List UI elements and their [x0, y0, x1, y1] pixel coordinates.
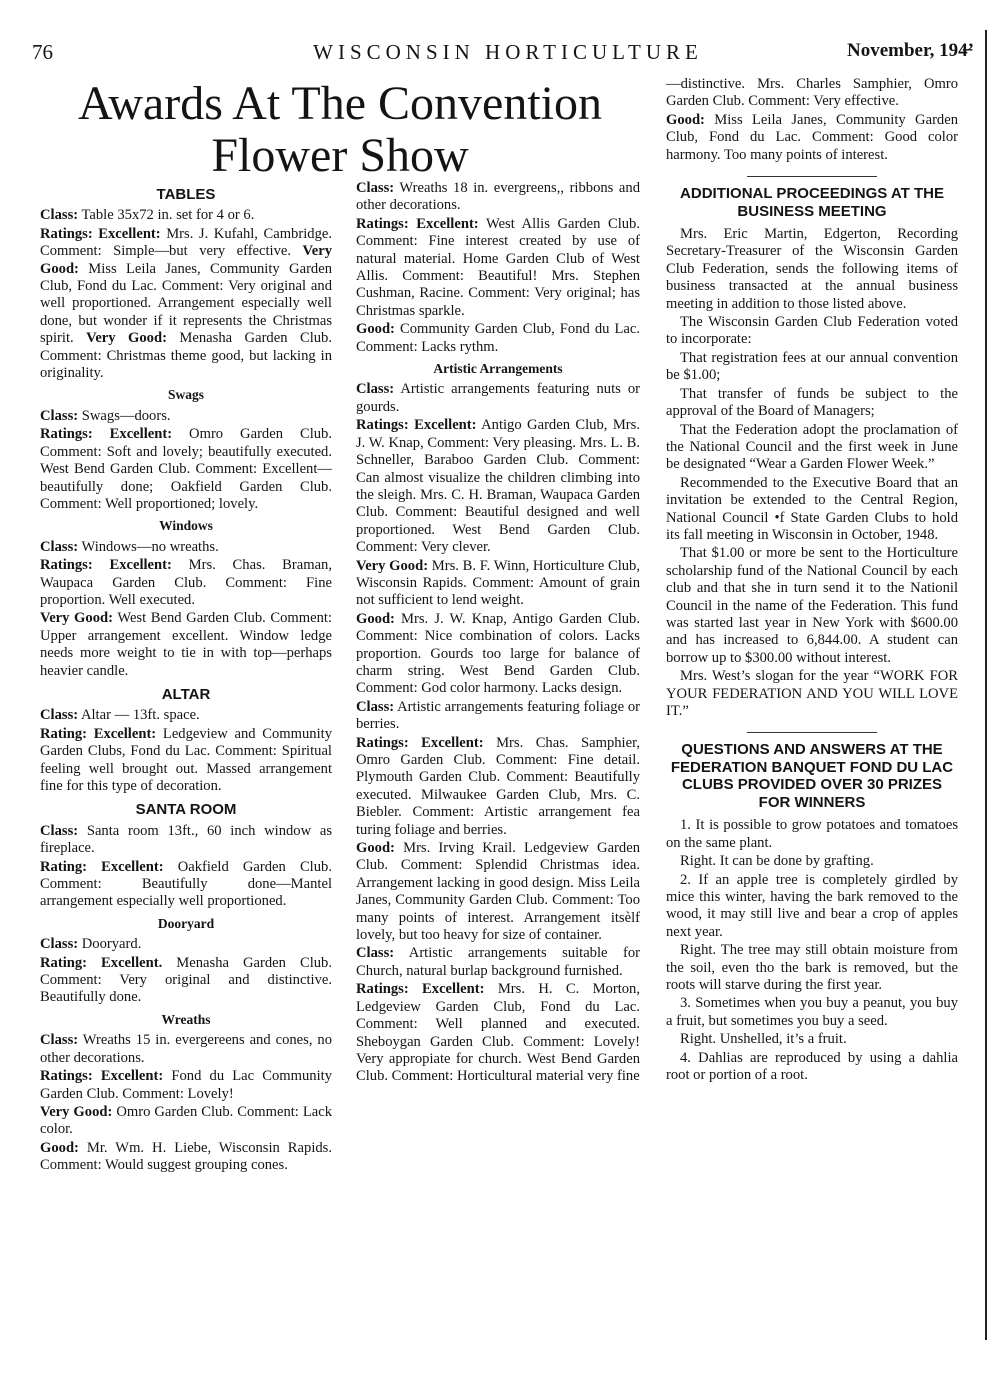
- paragraph: Ratings: Excellent: Mrs. H. C. Morton, Ledgeview Garden Club, Fond du Lac. Comment: Well planned and executed. Sheboygan Garden Club. Comment: Lovely! Very appropiate for church. West Bend Garden Club. Comment: Horticultural material very fine: [356, 981, 641, 1085]
- paragraph: Ratings: Excellent: West Allis Garden Club. Comment: Fine interest created by use of natural material. Home Garden Club of West Allis. Comment: Beautiful! Mrs. Stephen Cushman, Racine. Comment: Very original; has Christmas sparkle.: [356, 215, 640, 319]
- section-heading-artistic-arrangements: Artistic Arrangements: [433, 361, 563, 377]
- section-heading-additional-proceedings: ADDITIONAL PROCEEDINGS AT THE BUSINESS MEETING: [680, 185, 944, 220]
- paragraph: Very Good: Mrs. B. F. Winn, Horticulture Club, Wisconsin Rapids. Comment: Amount of grain not sufficient to lend weight.: [356, 557, 640, 609]
- paragraph: Ratings: Excellent: Mrs. J. Kufahl, Cambridge. Comment: Simple—but very effective. Very Good: Miss Leila Janes, Community Garden Club, Fond du Lac. Comment: Very original and well proportioned. Arrangement especially well done, but wonder if it represents the Christmas spirit. Very Good: Menasha Garden Club. Comment: Christmas theme good, but lacking in originality.: [40, 225, 332, 382]
- paragraph: Right. Unshelled, it’s a fruit.: [680, 1031, 847, 1048]
- issue-date: November, 194̶’: [847, 40, 974, 61]
- paragraph: Recommended to the Executive Board that an invitation be extended to the Central Region, National Council •f State Garden Clubs to hold its fall meeting in Wisconsin in October, 1948.: [666, 474, 958, 543]
- paragraph: 1. It is possible to grow potatoes and tomatoes on the same plant.: [666, 817, 958, 851]
- paragraph: Rating: Excellent: Oakfield Garden Club. Comment: Beautifully done—Mantel arrangement especially well proportioned.: [40, 858, 332, 910]
- page-header: [32, 40, 984, 66]
- paragraph: Class: Artistic arrangements suitable for Church, natural burlap background furnished.: [356, 945, 640, 979]
- section-divider: [747, 176, 877, 177]
- paragraph: Class: Table 35x72 in. set for 4 or 6.: [40, 207, 255, 224]
- section-heading-swags: Swags: [167, 387, 204, 403]
- paragraph: Ratings: Excellent: Fond du Lac Community Garden Club. Comment: Lovely!: [40, 1068, 332, 1102]
- section-heading-wreaths: Wreaths: [161, 1011, 211, 1027]
- column-3: [666, 76, 958, 1086]
- paragraph: That $1.00 or more be sent to the Horticulture scholarship fund of the National Council by each club and that she in turn send it to the Nationil Council in the name of the Federation. This fund was started last year in New York with $600.00 and has increased to 6,844.00. A student can borrow up to $300.00 without interest.: [666, 545, 958, 666]
- paragraph: Class: Dooryard.: [40, 936, 142, 953]
- paragraph: Good: Miss Leila Janes, Community Garden Club, Fond du Lac. Comment: Good color harmony. Too many points of interest.: [666, 111, 958, 163]
- running-title: WISCONSIN HORTICULTURE: [313, 40, 703, 64]
- paragraph: That transfer of funds be subject to the approval of the Board of Managers;: [666, 385, 958, 420]
- paragraph: Mrs. Eric Martin, Edgerton, Recording Secretary-Treasurer of the Wisconsin Garden Club Federation, sends the following items of business transacted at the annual business meeting in addition to those listed above.: [666, 226, 958, 312]
- paragraph: Good: Mr. Wm. H. Liebe, Wisconsin Rapids. Comment: Would suggest grouping cones.: [40, 1139, 332, 1174]
- section-heading-dooryard: Dooryard: [157, 915, 215, 931]
- section-divider: [747, 732, 877, 733]
- paragraph: Class: Windows—no wreaths.: [40, 538, 219, 555]
- paragraph: Right. It can be done by grafting.: [680, 853, 874, 870]
- paragraph: Class: Wreaths 18 in. evergreens,, ribbons and other decorations.: [356, 180, 640, 214]
- paragraph: Class: Altar — 13ft. space.: [40, 707, 200, 724]
- paragraph: 2. If an apple tree is completely girdled by mice this winter, having the bark removed to the wood, it may still live and bear a crop of apples next year.: [666, 871, 958, 940]
- paragraph: Ratings: Excellent: Mrs. Chas. Braman, Waupaca Garden Club. Comment: Fine proportion. Well executed.: [40, 557, 332, 608]
- section-heading-santa-room: SANTA ROOM: [135, 801, 237, 819]
- section-heading-altar: ALTAR: [161, 685, 211, 703]
- paragraph: Good: Mrs. J. W. Knap, Antigo Garden Club. Comment: Nice combination of colors. Lacks proportion. Gourds too large for balance of charm string. West Bend Garden Club. Comment: God color harmony. Lacks design.: [356, 610, 641, 697]
- column-1: [40, 180, 332, 1176]
- paragraph: Rating: Excellent. Menasha Garden Club. Comment: Very original and distinctive. Beautifully done.: [40, 954, 332, 1006]
- section-heading-questions-and-answers: QUESTIONS AND ANSWERS AT THE FEDERATION BANQUET FOND DU LAC CLUBS PROVIDED OVER 30 PRIZES FOR WINNERS: [670, 741, 954, 811]
- paragraph: Class: Artistic arrangements featuring foliage or berries.: [356, 698, 641, 733]
- paragraph: —distinctive. Mrs. Charles Samphier, Omro Garden Club. Comment: Very effective.: [666, 76, 958, 110]
- paragraph: Rating: Excellent: Ledgeview and Community Garden Clubs, Fond du Lac. Comment: Spiritual feeling well brought out. Massed arrangement fine for this type of decoration.: [40, 725, 332, 794]
- paragraph: Ratings: Excellent: Antigo Garden Club, Mrs. J. W. Knap, Comment: Very pleasing. Mrs. L. B. Schneller, Baraboo Garden Club. Comment: Can almost visualize the children climbing into the sleigh. Mrs. C. H. Braman, Waupaca Garden Club. Comment: Beautiful designed and well proportioned. West Bend Garden Club. Comment: Very clever.: [356, 417, 640, 556]
- paragraph: That registration fees at our annual convention be $1.00;: [666, 349, 958, 384]
- paragraph: 3. Sometimes when you buy a peanut, you buy a fruit, but sometimes you buy a seed.: [666, 995, 958, 1029]
- right-margin-rule: [985, 30, 987, 1340]
- paragraph: That the Federation adopt the proclamation of the National Council and the first week in June be designated “Wear a Garden Flower Week.”: [666, 421, 958, 473]
- paragraph: Good: Mrs. Irving Krail. Ledgeview Garden Club. Comment: Splendid Christmas idea. Arrangement lacking in good design. Miss Leila Janes, Community Garden Club. Comment: Too many points of interest. Arrangement itsèlf lovely, but too heavy for size of container.: [356, 840, 640, 944]
- paragraph: Class: Swags—doors.: [40, 407, 171, 424]
- section-heading-tables: TABLES: [156, 186, 216, 203]
- paragraph: Ratings: Excellent: Omro Garden Club. Comment: Soft and lovely; beautifully executed. West Bend Garden Club. Comment: Excellent—beautifully done; Oakfield Garden Club. Comment: Well proportioned; lovely.: [40, 426, 332, 512]
- paragraph: Class: Santa room 13ft., 60 inch window as fireplace.: [40, 822, 332, 857]
- paragraph: 4. Dahlias are reproduced by using a dahlia root or portion of a root.: [666, 1049, 958, 1084]
- paragraph: Right. The tree may still obtain moisture from the soil, even tho the bark is removed, but the roots will starve during the first year.: [666, 942, 958, 994]
- paragraph: Very Good: West Bend Garden Club. Comment: Upper arrangement excellent. Window ledge needs more weight to tie in with top—perhaps heavier candle.: [40, 610, 332, 679]
- section-heading-windows: Windows: [159, 518, 213, 534]
- paragraph: Ratings: Excellent: Mrs. Chas. Samphier, Omro Garden Club. Comment: Fine detail. Plymouth Garden Club. Comment: Beautifully executed. Milwaukee Garden Club, Mrs. C. Biebler. Comment: Artistic arrangement fea turing foliage and berries.: [356, 734, 640, 838]
- page-number: 76: [32, 40, 53, 64]
- paragraph: Very Good: Omro Garden Club. Comment: Lack color.: [40, 1103, 332, 1138]
- paragraph: Class: Artistic arrangements featuring nuts or gourds.: [356, 381, 641, 415]
- paragraph: Mrs. West’s slogan for the year “WORK FOR YOUR FEDERATION AND YOU WILL LOVE IT.”: [666, 668, 958, 719]
- column-2: [356, 180, 640, 1087]
- paragraph: Good: Community Garden Club, Fond du Lac. Comment: Lacks rythm.: [356, 321, 640, 355]
- paragraph: Class: Wreaths 15 in. evergereens and cones, no other decorations.: [40, 1032, 332, 1066]
- article-headline: Awards At The Convention Flower Show: [78, 77, 602, 182]
- paragraph: The Wisconsin Garden Club Federation voted to incorporate:: [666, 314, 958, 348]
